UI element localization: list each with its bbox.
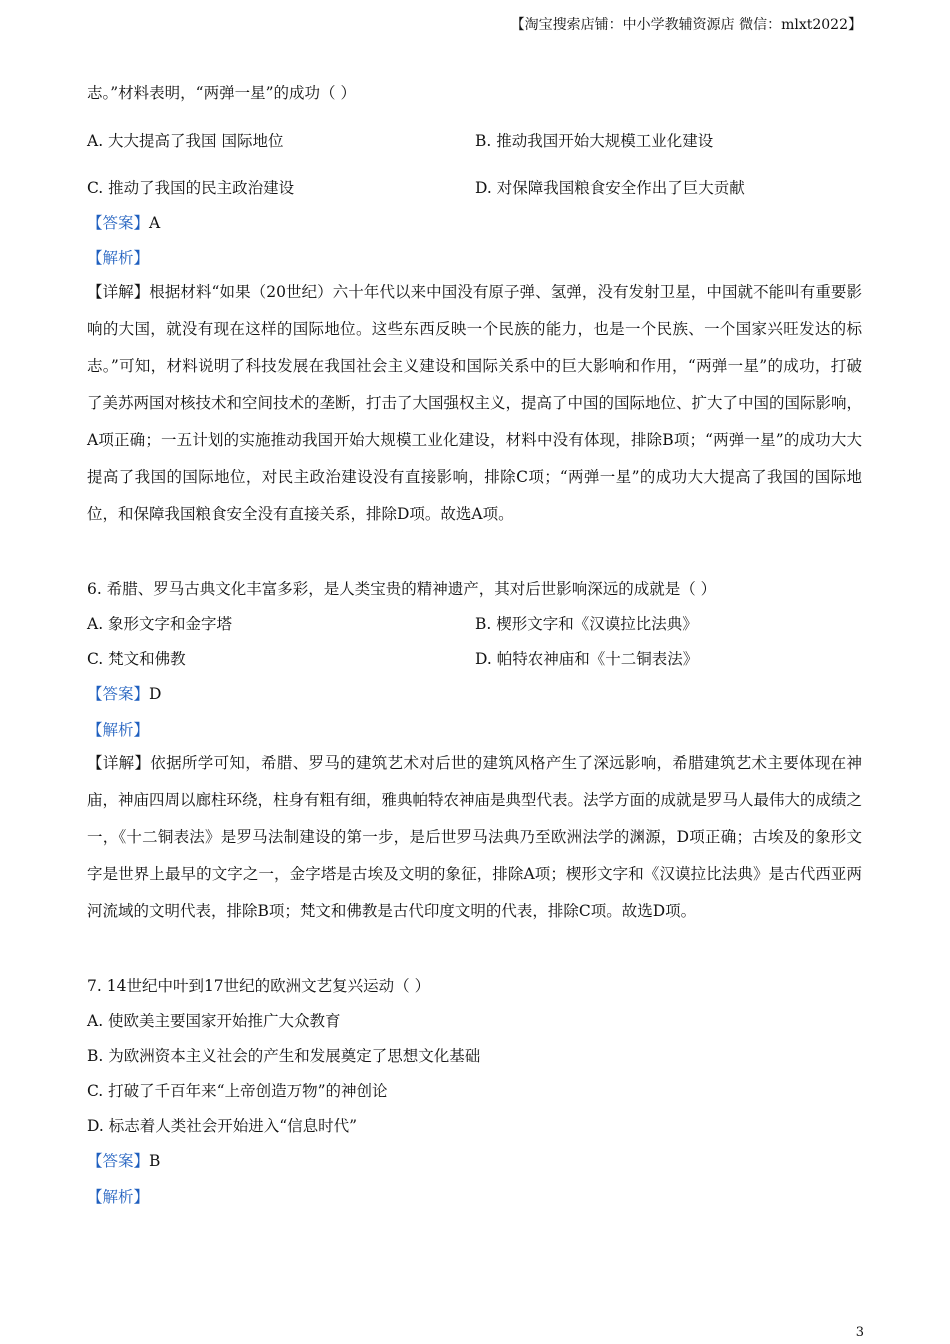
q5-answer-tag: 【答案】 — [87, 214, 150, 232]
q5-option-a: A. 大大提高了我国 国际地位 — [87, 132, 284, 150]
q6-detail — [87, 745, 862, 930]
q6-option-a: A. 象形文字和金字塔 — [87, 615, 233, 633]
q5-answer-value: A — [149, 214, 161, 232]
q6-stem: 6. 希腊、罗马古典文化丰富多彩，是人类宝贵的精神遗产，其对后世影响深远的成就是（ ） — [87, 580, 717, 598]
q5-option-b: B. 推动我国开始大规模工业化建设 — [475, 132, 714, 150]
q6-detail-text: 依据所学可知，希腊、罗马的建筑艺术对后世的建筑风格产生了深远影响，希腊建筑艺术主要体现在神庙，神庙四周以廊柱环绕，柱身有粗有细，雅典帕特农神庙是典型代表。法学方面的成就是罗马人最伟大的成绩之一，《十二铜表法》是罗马法制建设的第一步，是后世罗马法典乃至欧洲法学的渊源，D项正确；古埃及的象形文字是世界上最早的文字之一，金字塔是古埃及文明的象征，排除A项；楔形文字和《汉谟拉比法典》是古代西亚两河流域的文明代表，排除B项；梵文和佛教是古代印度文明的代表，排除C项。故选D项。 — [87, 754, 863, 920]
q7-answer-value: B — [149, 1152, 161, 1170]
q6-answer-value: D — [149, 685, 162, 703]
q6-option-d: D. 帕特农神庙和《十二铜表法》 — [475, 650, 699, 668]
page-header: 【淘宝搜索店铺：中小学教辅资源店 微信：mlxt2022】 — [510, 17, 862, 33]
q7-analysis-tag: 【解析】 — [87, 1188, 150, 1206]
q5-stem-tail: 志。”材料表明，“两弹一星”的成功（ ） — [87, 84, 356, 102]
q7-option-c: C. 打破了千百年来“上帝创造万物”的神创论 — [87, 1082, 388, 1100]
q7-option-d: D. 标志着人类社会开始进入“信息时代” — [87, 1117, 358, 1135]
q5-analysis-tag: 【解析】 — [87, 249, 150, 267]
q7-answer-tag: 【答案】 — [87, 1152, 150, 1170]
q7-stem: 7. 14世纪中叶到17世纪的欧洲文艺复兴运动（ ） — [87, 977, 431, 995]
q6-answer-tag: 【答案】 — [87, 685, 150, 703]
q6-analysis-tag: 【解析】 — [87, 721, 150, 739]
q6-detail-tag: 【详解】 — [87, 754, 151, 772]
q5-option-d: D. 对保障我国粮食安全作出了巨大贡献 — [475, 179, 745, 197]
q7-option-b: B. 为欧洲资本主义社会的产生和发展奠定了思想文化基础 — [87, 1047, 481, 1065]
q6-answer — [87, 682, 161, 704]
q6-option-c: C. 梵文和佛教 — [87, 650, 186, 668]
q7-option-a: A. 使欧美主要国家开始推广大众教育 — [87, 1012, 341, 1030]
q6-option-b: B. 楔形文字和《汉谟拉比法典》 — [475, 615, 698, 633]
q5-detail-tag: 【详解】 — [87, 283, 150, 301]
q5-option-c: C. 推动了我国的民主政治建设 — [87, 179, 295, 197]
q5-detail-text: 根据材料“如果（20世纪）六十年代以来中国没有原子弹、氢弹，没有发射卫星，中国就不能叫有重要影响的大国，就没有现在这样的国际地位。这些东西反映一个民族的能力，也是一个民族、一个国家兴旺发达的标志。”可知，材料说明了科技发展在我国社会主义建设和国际关系中的巨大影响和作用，“两弹一星”的成功，打破了美苏两国对核技术和空间技术的垄断，打击了大国强权主义，提高了中国的国际地位、扩大了中国的国际影响，A项正确；一五计划的实施推动我国开始大规模工业化建设，材料中没有体现，排除B项；“两弹一星”的成功大大提高了我国的国际地位，对民主政治建设没有直接影响，排除C项；“两弹一星”的成功大大提高了我国的国际地位，和保障我国粮食安全没有直接关系，排除D项。故选A项。 — [87, 283, 863, 523]
q7-answer — [87, 1149, 160, 1171]
page-number: 3 — [855, 1325, 864, 1340]
q5-answer — [87, 211, 160, 233]
q5-detail — [87, 274, 862, 533]
